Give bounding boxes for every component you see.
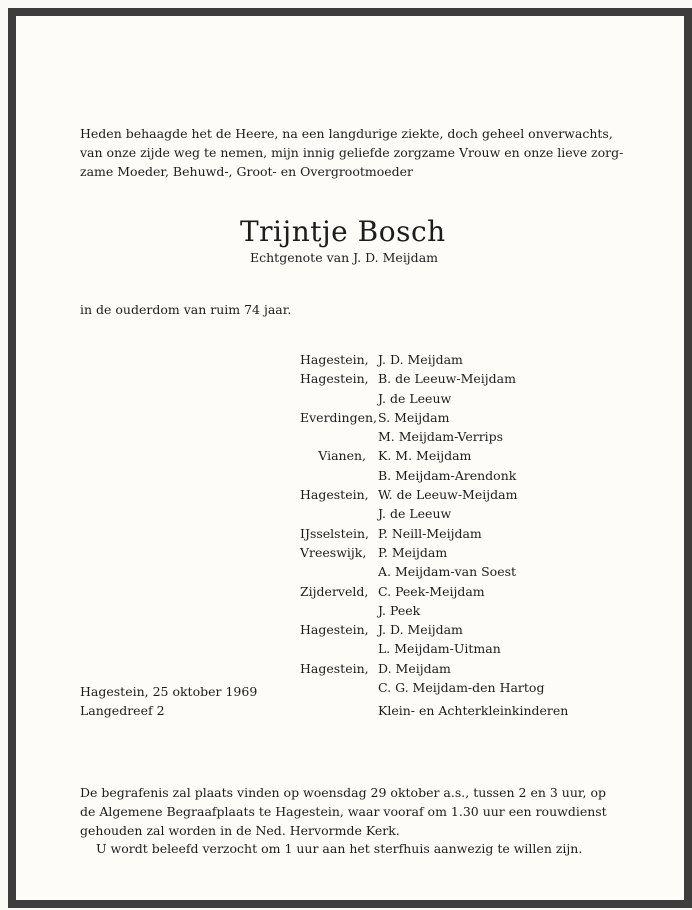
spouse-line: Echtgenote van J. D. Meijdam — [250, 250, 438, 265]
mourner-name: C. G. Meijdam-den Hartog — [378, 680, 545, 696]
mourner-name: D. Meijdam — [378, 660, 451, 676]
mourner-name: J. D. Meijdam — [378, 622, 463, 638]
funeral-line: De begrafenis zal plaats vinden op woensdag 29 oktober a.s., tussen 2 en 3 uur, op — [80, 785, 606, 800]
age-line: in de ouderdom van ruim 74 jaar. — [80, 302, 292, 317]
intro-line: van onze zijde weg te nemen, mijn innig geliefde zorgzame Vrouw en onze lieve zorg- — [80, 145, 624, 160]
mourner-place — [300, 562, 378, 581]
mourner-row — [300, 582, 544, 601]
mourner-row — [300, 659, 544, 678]
mourner-row — [300, 485, 544, 504]
mourner-name: M. Meijdam-Verrips — [378, 429, 504, 445]
mourner-name: A. Meijdam-van Soest — [378, 564, 517, 580]
mourner-place: Hagestein, — [300, 622, 369, 638]
mourner-place: IJsselstein, — [300, 525, 370, 541]
funeral-paragraph — [80, 783, 607, 840]
mourner-place: Vianen, — [318, 448, 366, 464]
mourner-row — [300, 601, 544, 620]
mourner-place: Hagestein, — [300, 660, 369, 676]
mourner-row — [300, 427, 544, 446]
intro-paragraph — [80, 124, 624, 181]
attendance-request: U wordt beleefd verzocht om 1 uur aan het sterfhuis aanwezig te willen zijn. — [96, 841, 583, 856]
mourner-name: S. Meijdam — [378, 409, 450, 425]
mourner-row — [300, 446, 544, 465]
mourners-list — [300, 350, 544, 697]
mourner-place: Hagestein, — [300, 487, 369, 503]
mourner-row — [300, 639, 544, 658]
grandchildren-line: Klein- en Achterkleinkinderen — [378, 703, 569, 718]
mourner-name: J. Peek — [378, 602, 421, 618]
mourner-place — [300, 389, 378, 408]
mourner-place — [300, 639, 378, 658]
mourner-row — [300, 389, 544, 408]
intro-line: zame Moeder, Behuwd-, Groot- en Overgrootmoeder — [80, 164, 414, 179]
mourner-place — [300, 504, 378, 523]
mourner-row — [300, 350, 544, 369]
mourner-place — [300, 427, 378, 446]
mourner-row — [300, 466, 544, 485]
mourner-name: J. de Leeuw — [378, 390, 452, 406]
mourner-row — [300, 524, 544, 543]
mourner-name: W. de Leeuw-Meijdam — [378, 487, 518, 503]
mourner-name: C. Peek-Meijdam — [378, 583, 485, 599]
mourner-name: P. Meijdam — [378, 544, 448, 560]
mourner-place — [300, 678, 378, 697]
mourner-name: B. de Leeuw-Meijdam — [378, 371, 516, 387]
mourner-row — [300, 369, 544, 388]
mourner-row — [300, 620, 544, 639]
mourner-place: Hagestein, — [300, 352, 369, 367]
mourner-name: B. Meijdam-Arendonk — [378, 467, 517, 483]
mourner-name: K. M. Meijdam — [378, 448, 472, 464]
mourner-name: L. Meijdam-Uitman — [378, 641, 501, 657]
mourner-place: Zijderveld, — [300, 583, 369, 599]
mourner-row — [300, 678, 544, 697]
mourner-place: Everdingen, — [300, 409, 378, 425]
mourner-row — [300, 543, 544, 562]
mourner-place: Vreeswijk, — [300, 544, 367, 560]
address-line: Langedreef 2 — [80, 703, 165, 718]
place-date-line: Hagestein, 25 oktober 1969 — [80, 684, 258, 699]
intro-line: Heden behaagde het de Heere, na een langdurige ziekte, doch geheel onverwachts, — [80, 126, 613, 141]
mourner-place: Hagestein, — [300, 371, 369, 387]
funeral-line: de Algemene Begraafplaats te Hagestein, waar vooraf om 1.30 uur een rouwdienst — [80, 804, 607, 819]
funeral-line: gehouden zal worden in de Ned. Hervormde Kerk. — [80, 823, 400, 838]
mourner-name: J. D. Meijdam — [378, 352, 463, 367]
mourner-row — [300, 562, 544, 581]
deceased-name: Trijntje Bosch — [240, 215, 446, 248]
mourner-row — [300, 504, 544, 523]
mourner-name: J. de Leeuw — [378, 506, 452, 522]
mourner-place — [300, 466, 378, 485]
mourner-name: P. Neill-Meijdam — [378, 525, 482, 541]
mourner-place — [300, 601, 378, 620]
mourner-row — [300, 408, 544, 427]
